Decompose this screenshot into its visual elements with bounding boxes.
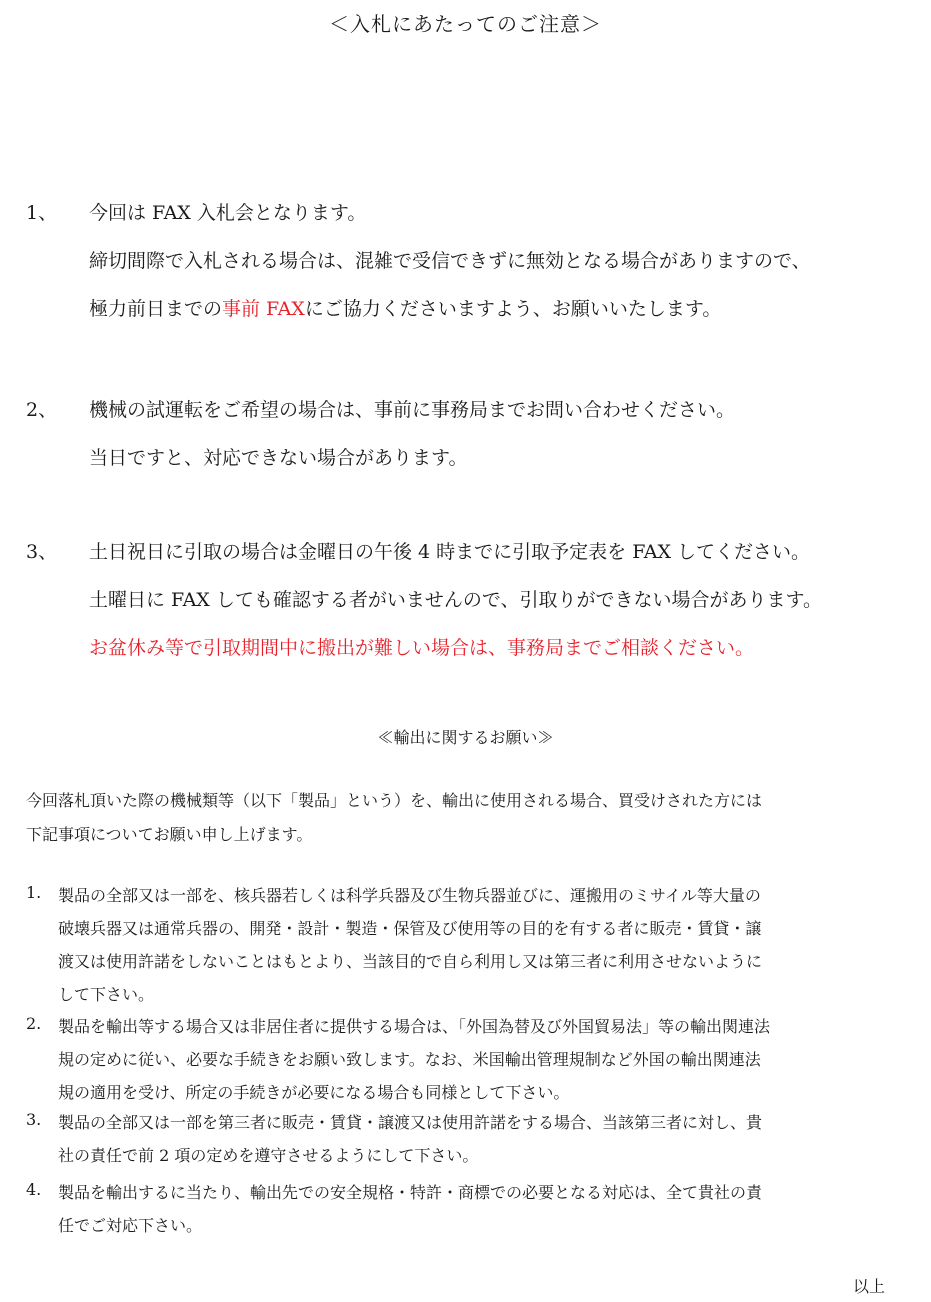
export-item-line: 渡又は使用許諾をしないことはもとより、当該目的で自ら利用し又は第三者に利用させないように — [58, 952, 763, 971]
export-intro-line: 下記事項についてお願い申し上げます。 — [26, 825, 313, 844]
notice-line — [89, 198, 366, 225]
export-intro-line: 今回落札頂いた際の機械類等（以下「製品」という）を、輸出に使用される場合、買受けされた方には — [26, 791, 763, 810]
notice-text: 機械の試運転をご希望の場合は、事前に事務局までお問い合わせください。 — [89, 399, 736, 421]
export-item-line: して下さい。 — [58, 985, 155, 1004]
export-item-line: 規の定めに従い、必要な手続きをお願い致します。なお、米国輸出管理規制など外国の輸出関連法 — [58, 1050, 761, 1069]
notice-number: 1、 — [26, 202, 58, 224]
notice-number: 2、 — [26, 399, 58, 421]
notice-text: 土日祝日に引取の場合は金曜日の午後 4 時までに引取予定表を FAX してください。 — [89, 541, 811, 563]
closing-mark: 以上 — [853, 1277, 886, 1296]
notice-text: 当日ですと、対応できない場合があります。 — [89, 447, 468, 469]
notice-line — [89, 246, 811, 273]
export-item-line: 製品の全部又は一部を第三者に販売・賃貸・譲渡又は使用許諾をする場合、当該第三者に対し、貴 — [58, 1113, 763, 1132]
notice-line — [89, 294, 721, 321]
export-item-line: 製品を輸出等する場合又は非居住者に提供する場合は、「外国為替及び外国貿易法」等の輸出関連法 — [58, 1017, 771, 1036]
notice-line — [89, 395, 735, 422]
page-title: ＜入札にあたってのご注意＞ — [329, 12, 602, 36]
export-item-number: 2. — [26, 1014, 42, 1033]
export-item-line: 製品を輸出するに当たり、輸出先での安全規格・特許・商標での必要となる対応は、全て貴社の責 — [58, 1183, 763, 1202]
notice-line — [89, 633, 754, 660]
notice-text: 極力前日までの — [89, 298, 223, 320]
notice-line — [89, 443, 467, 470]
export-item-line: 規の適用を受け、所定の手続きが必要になる場合も同様として下さい。 — [58, 1083, 570, 1102]
export-item-line: 任でご対応下さい。 — [58, 1216, 203, 1235]
export-heading: ≪輸出に関するお願い≫ — [377, 728, 554, 747]
notice-text: 締切間際で入札される場合は、混雑で受信できずに無効となる場合がありますので、 — [89, 250, 811, 272]
export-item-line: 社の責任で前 2 項の定めを遵守させるようにして下さい。 — [58, 1146, 479, 1165]
emphasis-text: お盆休み等で引取期間中に搬出が難しい場合は、事務局までご相談ください。 — [89, 637, 755, 659]
emphasis-text: 事前 FAX — [222, 298, 305, 320]
export-item-number: 1. — [26, 883, 42, 902]
export-item-number: 4. — [26, 1180, 42, 1199]
notice-number: 3、 — [26, 541, 58, 563]
export-item-number: 3. — [26, 1110, 42, 1129]
notice-text: 今回は FAX 入札会となります。 — [89, 202, 367, 224]
export-item-line: 製品の全部又は一部を、核兵器若しくは科学兵器及び生物兵器並びに、運搬用のミサイル等大量の — [58, 886, 761, 905]
notice-text: にご協力くださいますよう、お願いいたします。 — [304, 298, 722, 320]
export-item-line: 破壊兵器又は通常兵器の、開発・設計・製造・保管及び使用等の目的を有する者に販売・賃貸・譲 — [58, 919, 762, 938]
notice-line — [89, 585, 822, 612]
notice-text: 土曜日に FAX しても確認する者がいませんので、引取りができない場合があります。 — [89, 589, 822, 611]
notice-line — [89, 537, 810, 564]
